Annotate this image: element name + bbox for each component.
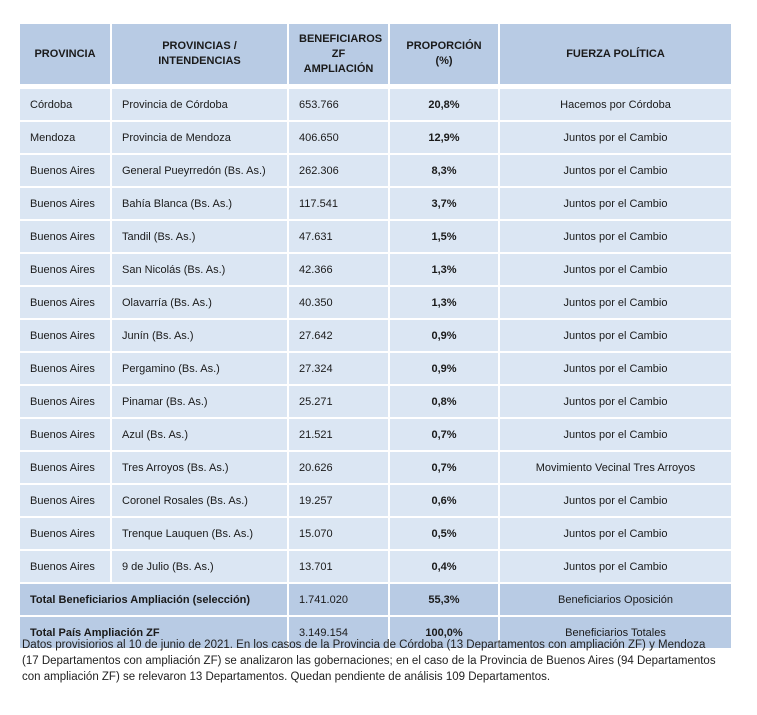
cell-provincia: Buenos Aires — [20, 419, 112, 452]
cell-provincia: Buenos Aires — [20, 221, 112, 254]
cell-provincia: Buenos Aires — [20, 551, 112, 584]
cell-provincia: Buenos Aires — [20, 452, 112, 485]
cell-beneficiarios: 42.366 — [289, 254, 390, 287]
cell-fuerza-politica: Juntos por el Cambio — [500, 287, 733, 320]
cell-fuerza-politica: Juntos por el Cambio — [500, 122, 733, 155]
cell-fuerza-politica: Juntos por el Cambio — [500, 188, 733, 221]
cell-provincia: Buenos Aires — [20, 485, 112, 518]
table-row — [20, 221, 733, 254]
cell-beneficiarios: 15.070 — [289, 518, 390, 551]
cell-proporcion: 1,5% — [390, 221, 500, 254]
cell-beneficiarios: 21.521 — [289, 419, 390, 452]
table-row — [20, 155, 733, 188]
cell-provincia: Buenos Aires — [20, 518, 112, 551]
cell-proporcion: 8,3% — [390, 155, 500, 188]
cell-proporcion: 0,5% — [390, 518, 500, 551]
table-row — [20, 353, 733, 386]
cell-proporcion: 1,3% — [390, 254, 500, 287]
cell-provincia: Buenos Aires — [20, 254, 112, 287]
table-total-row — [20, 584, 733, 617]
table-row — [20, 419, 733, 452]
cell-provincia: Buenos Aires — [20, 155, 112, 188]
table-body — [20, 89, 733, 650]
total-beneficiarios: 3.149.154 — [289, 617, 390, 650]
total-label: Total País Ampliación ZF — [20, 617, 289, 650]
total-fuerza: Beneficiarios Totales — [500, 617, 733, 650]
cell-provincia: Buenos Aires — [20, 188, 112, 221]
cell-intendencia: Provincia de Mendoza — [112, 122, 289, 155]
table-row — [20, 122, 733, 155]
total-proporcion: 55,3% — [390, 584, 500, 617]
table-row — [20, 254, 733, 287]
cell-proporcion: 0,6% — [390, 485, 500, 518]
cell-beneficiarios: 25.271 — [289, 386, 390, 419]
cell-proporcion: 0,4% — [390, 551, 500, 584]
table-row — [20, 386, 733, 419]
total-beneficiarios: 1.741.020 — [289, 584, 390, 617]
cell-intendencia: Tandil (Bs. As.) — [112, 221, 289, 254]
cell-intendencia: Coronel Rosales (Bs. As.) — [112, 485, 289, 518]
table-row — [20, 287, 733, 320]
cell-fuerza-politica: Juntos por el Cambio — [500, 221, 733, 254]
cell-beneficiarios: 47.631 — [289, 221, 390, 254]
cell-fuerza-politica: Juntos por el Cambio — [500, 419, 733, 452]
cell-fuerza-politica: Juntos por el Cambio — [500, 254, 733, 287]
table-row — [20, 452, 733, 485]
table-row — [20, 551, 733, 584]
cell-intendencia: 9 de Julio (Bs. As.) — [112, 551, 289, 584]
table-row — [20, 320, 733, 353]
cell-beneficiarios: 262.306 — [289, 155, 390, 188]
cell-fuerza-politica: Hacemos por Córdoba — [500, 89, 733, 122]
cell-proporcion: 0,8% — [390, 386, 500, 419]
cell-intendencia: Bahía Blanca (Bs. As.) — [112, 188, 289, 221]
cell-fuerza-politica: Movimiento Vecinal Tres Arroyos — [500, 452, 733, 485]
total-fuerza: Beneficiarios Oposición — [500, 584, 733, 617]
table-row — [20, 89, 733, 122]
cell-provincia: Buenos Aires — [20, 353, 112, 386]
cell-proporcion: 0,7% — [390, 452, 500, 485]
cell-provincia: Buenos Aires — [20, 287, 112, 320]
table-header-row — [20, 24, 733, 89]
cell-fuerza-politica: Juntos por el Cambio — [500, 551, 733, 584]
cell-proporcion: 0,9% — [390, 353, 500, 386]
cell-beneficiarios: 653.766 — [289, 89, 390, 122]
cell-beneficiarios: 40.350 — [289, 287, 390, 320]
cell-fuerza-politica: Juntos por el Cambio — [500, 353, 733, 386]
table-row — [20, 518, 733, 551]
header-intendencias: PROVINCIAS / INTENDENCIAS — [112, 24, 289, 89]
cell-beneficiarios: 20.626 — [289, 452, 390, 485]
cell-intendencia: Pinamar (Bs. As.) — [112, 386, 289, 419]
header-proporcion: PROPORCIÓN (%) — [390, 24, 500, 89]
cell-fuerza-politica: Juntos por el Cambio — [500, 518, 733, 551]
total-proporcion: 100,0% — [390, 617, 500, 650]
cell-intendencia: Junín (Bs. As.) — [112, 320, 289, 353]
cell-beneficiarios: 13.701 — [289, 551, 390, 584]
cell-proporcion: 20,8% — [390, 89, 500, 122]
cell-proporcion: 3,7% — [390, 188, 500, 221]
cell-provincia: Buenos Aires — [20, 386, 112, 419]
cell-beneficiarios: 117.541 — [289, 188, 390, 221]
cell-intendencia: Trenque Lauquen (Bs. As.) — [112, 518, 289, 551]
cell-beneficiarios: 27.642 — [289, 320, 390, 353]
table-row — [20, 485, 733, 518]
cell-intendencia: Pergamino (Bs. As.) — [112, 353, 289, 386]
cell-proporcion: 0,7% — [390, 419, 500, 452]
cell-proporcion: 12,9% — [390, 122, 500, 155]
cell-intendencia: General Pueyrredón (Bs. As.) — [112, 155, 289, 188]
cell-proporcion: 1,3% — [390, 287, 500, 320]
cell-provincia: Mendoza — [20, 122, 112, 155]
cell-intendencia: San Nicolás (Bs. As.) — [112, 254, 289, 287]
cell-intendencia: Provincia de Córdoba — [112, 89, 289, 122]
data-table-container — [20, 24, 733, 650]
cell-fuerza-politica: Juntos por el Cambio — [500, 155, 733, 188]
cell-fuerza-politica: Juntos por el Cambio — [500, 386, 733, 419]
cell-beneficiarios: 19.257 — [289, 485, 390, 518]
table-row — [20, 188, 733, 221]
cell-fuerza-politica: Juntos por el Cambio — [500, 485, 733, 518]
cell-intendencia: Azul (Bs. As.) — [112, 419, 289, 452]
header-provincia: PROVINCIA — [20, 24, 112, 89]
cell-intendencia: Olavarría (Bs. As.) — [112, 287, 289, 320]
cell-fuerza-politica: Juntos por el Cambio — [500, 320, 733, 353]
header-beneficiarios: BENEFICIAROS ZF AMPLIACIÓN — [289, 24, 390, 89]
cell-intendencia: Tres Arroyos (Bs. As.) — [112, 452, 289, 485]
beneficiaries-table — [20, 24, 733, 650]
cell-proporcion: 0,9% — [390, 320, 500, 353]
header-fuerza-politica: FUERZA POLÍTICA — [500, 24, 733, 89]
cell-provincia: Córdoba — [20, 89, 112, 122]
footnote-text: Datos provisiorios al 10 de junio de 2021. En los casos de la Provincia de Córdoba (13 Departamentos con ampliación ZF) y Mendoza (17 Departamentos con ampliación ZF) se analizaron las gobernaciones; en el caso de la Provincia de Buenos Aires (94 Departamentos con ampliación ZF) se relevaron 13 Departamentos. Quedan pendiente de análisis 109 Departamentos. — [22, 639, 716, 683]
cell-beneficiarios: 406.650 — [289, 122, 390, 155]
cell-beneficiarios: 27.324 — [289, 353, 390, 386]
total-label: Total Beneficiarios Ampliación (selección) — [20, 584, 289, 617]
cell-provincia: Buenos Aires — [20, 320, 112, 353]
